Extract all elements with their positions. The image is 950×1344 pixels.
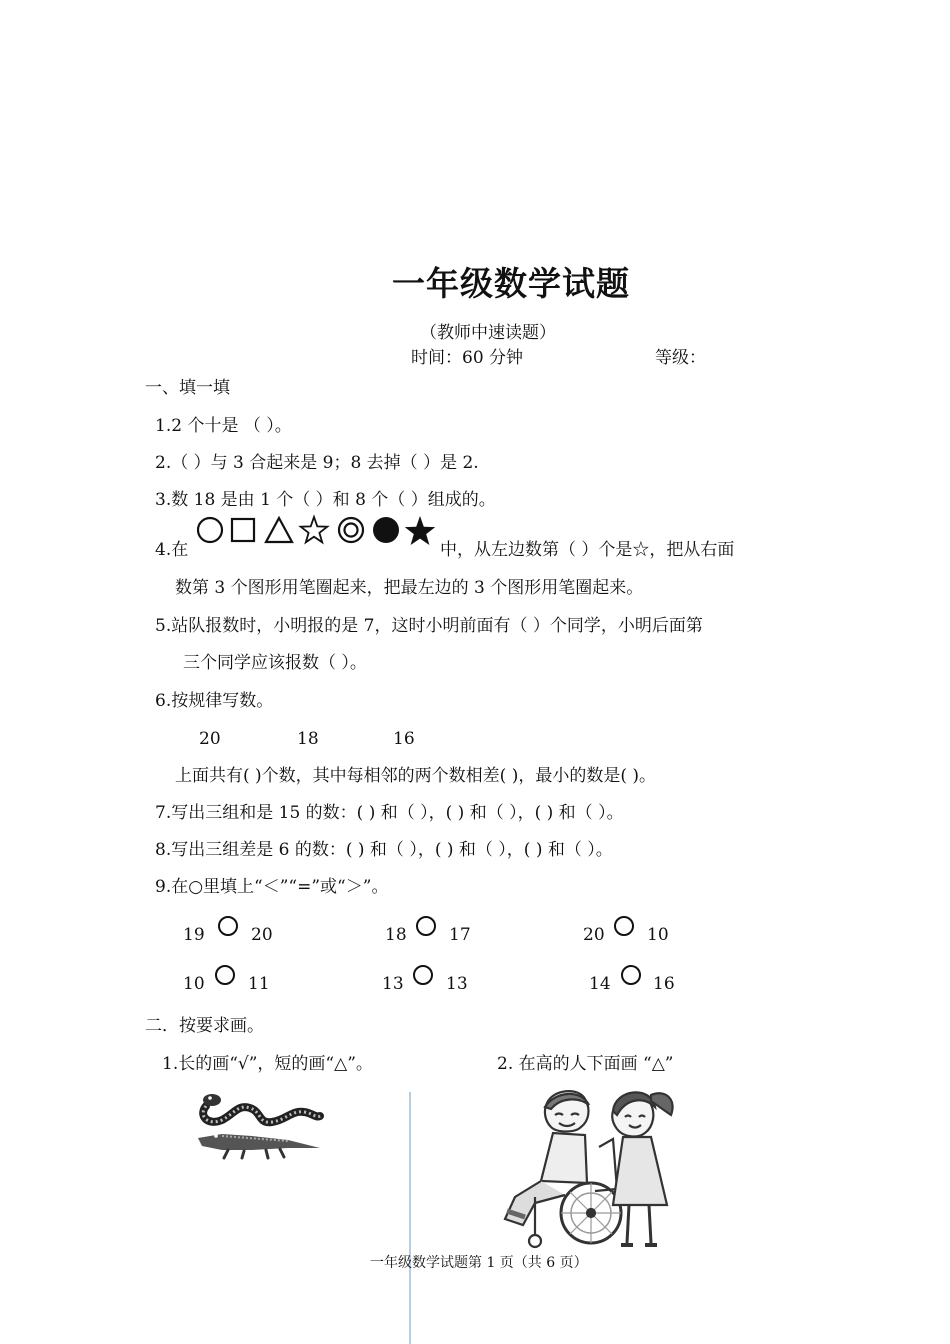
compare-right-number: 17 [449,925,471,945]
compare-left-number: 13 [382,974,404,994]
crocodile-illustration [198,1134,320,1158]
filled-star-shape [405,516,435,545]
children-wheelchair-image [495,1085,693,1257]
sequence-number: 20 [199,729,221,749]
compare-right-number: 10 [647,925,669,945]
question-9: 9.在○里填上“＜”“=”或“＞”。 [155,877,389,897]
question-8: 8.写出三组差是 6 的数：( ) 和（ ），( ) 和（ ），( ) 和（ ）。 [155,840,613,860]
time-label: 时间：60 分钟 [411,348,524,368]
question-7: 7.写出三组和是 15 的数：( ) 和（ ），( ) 和（ ），( ) 和（ ）。 [155,803,624,823]
compare-left-number: 18 [385,925,407,945]
question-4-prefix: 4.在 [155,540,189,560]
boy-in-wheelchair [505,1091,621,1247]
draw-question-2: 2. 在高的人下面画 “△” [497,1054,674,1074]
compare-left-number: 19 [183,925,205,945]
compare-left-number: 14 [589,974,611,994]
divider-line [409,1092,411,1344]
compare-right-number: 13 [446,974,468,994]
compare-right-number: 11 [248,974,270,994]
compare-circle[interactable] [621,965,641,985]
hollow-star-shape [301,517,328,542]
compare-circle[interactable] [215,965,235,985]
page-footer: 一年级数学试题第 1 页（共 6 页） [370,1255,588,1271]
compare-left-number: 20 [583,925,605,945]
shapes-row [196,514,438,548]
compare-right-number: 20 [251,925,273,945]
square-shape [232,519,254,541]
girl-standing [612,1092,672,1245]
question-5-line2: 三个同学应该报数（ ）。 [183,653,367,673]
compare-circle[interactable] [218,916,238,936]
subtitle: （教师中速读题） [420,323,556,343]
question-6-line2: 上面共有( )个数，其中每相邻的两个数相差( )，最小的数是( )。 [175,766,657,786]
filled-circle-shape [373,517,399,543]
question-4-text: 中，从左边数第（ ）个是☆，把从右面 [440,540,735,560]
sequence-number: 18 [297,729,319,749]
double-circle-shape [339,518,363,542]
question-5-line1: 5.站队报数时，小明报的是 7，这时小明前面有（ ）个同学，小明后面第 [155,616,703,636]
snake-illustration [203,1094,320,1122]
snake-crocodile-image [192,1088,327,1162]
question-1: 1.2 个十是 （ ）。 [155,416,292,436]
question-6: 6.按规律写数。 [155,691,274,711]
sequence-number: 16 [393,729,415,749]
grade-label: 等级： [655,348,706,368]
circle-shape [198,518,222,542]
compare-circle[interactable] [413,965,433,985]
question-3: 3.数 18 是由 1 个（ ）和 8 个（ ）组成的。 [155,490,496,510]
compare-circle[interactable] [416,916,436,936]
draw-question-1: 1.长的画“√”，短的画“△”。 [162,1054,373,1074]
question-4-line2: 数第 3 个图形用笔圈起来，把最左边的 3 个图形用笔圈起来。 [175,578,644,598]
page-title: 一年级数学试题 [392,264,630,303]
compare-circle[interactable] [614,916,634,936]
section1-heading: 一、填一填 [145,378,230,398]
question-2: 2.（ ）与 3 合起来是 9；8 去掉（ ）是 2. [155,453,479,473]
compare-right-number: 16 [653,974,675,994]
compare-left-number: 10 [183,974,205,994]
triangle-shape [266,518,292,542]
section2-heading: 二．按要求画。 [145,1016,264,1036]
